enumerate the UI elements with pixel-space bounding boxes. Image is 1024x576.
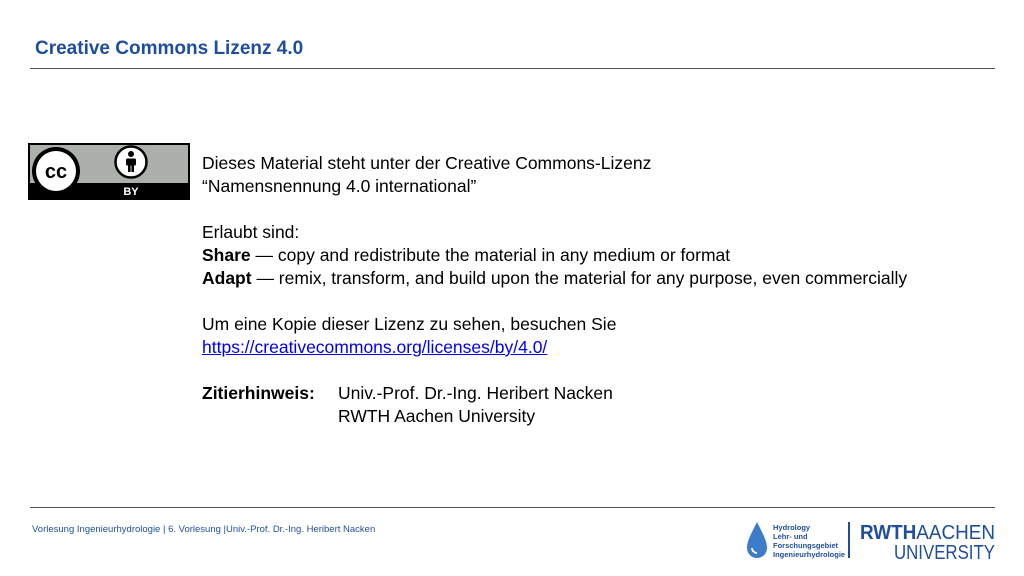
footer-divider bbox=[30, 507, 995, 508]
adapt-description: — remix, transform, and build upon the material for any purpose, even commercially bbox=[251, 268, 908, 288]
adapt-permission bbox=[202, 267, 1002, 290]
license-link[interactable]: https://creativecommons.org/licenses/by/4.0/ bbox=[202, 337, 548, 357]
hydro-logo-line1: Hydrology bbox=[773, 523, 811, 532]
hydro-logo-line2: Lehr- und bbox=[773, 532, 808, 541]
rwth-logo-bar bbox=[848, 522, 850, 558]
hydrology-logo bbox=[745, 520, 845, 562]
rwth-logo-line2: UNIVERSITY bbox=[894, 542, 995, 564]
rwth-aachen-logo bbox=[848, 519, 998, 563]
license-intro-line2: “Namensnennung 4.0 international” bbox=[202, 176, 477, 196]
cc-by-license-badge bbox=[28, 143, 190, 200]
hydro-logo-line4: Ingenieurhydrologie bbox=[773, 550, 846, 559]
rwth-logo-line1: RWTHAACHEN bbox=[860, 522, 1000, 544]
cc-icon-text: cc bbox=[44, 161, 68, 183]
attribution-person-icon bbox=[116, 147, 147, 178]
adapt-term: Adapt bbox=[202, 268, 252, 288]
license-intro-line1: Dieses Material steht unter der Creative Commons-Lizenz bbox=[202, 153, 652, 173]
slide-title: Creative Commons Lizenz 4.0 bbox=[35, 38, 304, 59]
copy-instruction: Um eine Kopie dieser Lizenz zu sehen, besuchen Sie bbox=[202, 314, 617, 334]
share-permission bbox=[202, 244, 1002, 267]
badge-by-label: BY bbox=[123, 186, 139, 198]
share-term: Share bbox=[202, 245, 251, 265]
share-description: — copy and redistribute the material in any medium or format bbox=[250, 245, 731, 265]
citation-label: Zitierhinweis: bbox=[202, 383, 315, 403]
header-divider bbox=[30, 68, 995, 69]
license-text-block bbox=[202, 152, 1002, 428]
allowed-heading: Erlaubt sind: bbox=[202, 222, 300, 242]
cc-icon bbox=[32, 147, 80, 195]
citation-row bbox=[202, 382, 1002, 405]
citation-row-2 bbox=[202, 405, 1002, 428]
hydro-logo-line3: Forschungsgebiet bbox=[773, 541, 839, 550]
footer-lecture-info: Vorlesung Ingenieurhydrologie | 6. Vorlesung |Univ.-Prof. Dr.-Ing. Heribert Nacken bbox=[32, 524, 376, 535]
citation-institution: RWTH Aachen University bbox=[338, 406, 536, 426]
citation-author: Univ.-Prof. Dr.-Ing. Heribert Nacken bbox=[338, 383, 613, 403]
